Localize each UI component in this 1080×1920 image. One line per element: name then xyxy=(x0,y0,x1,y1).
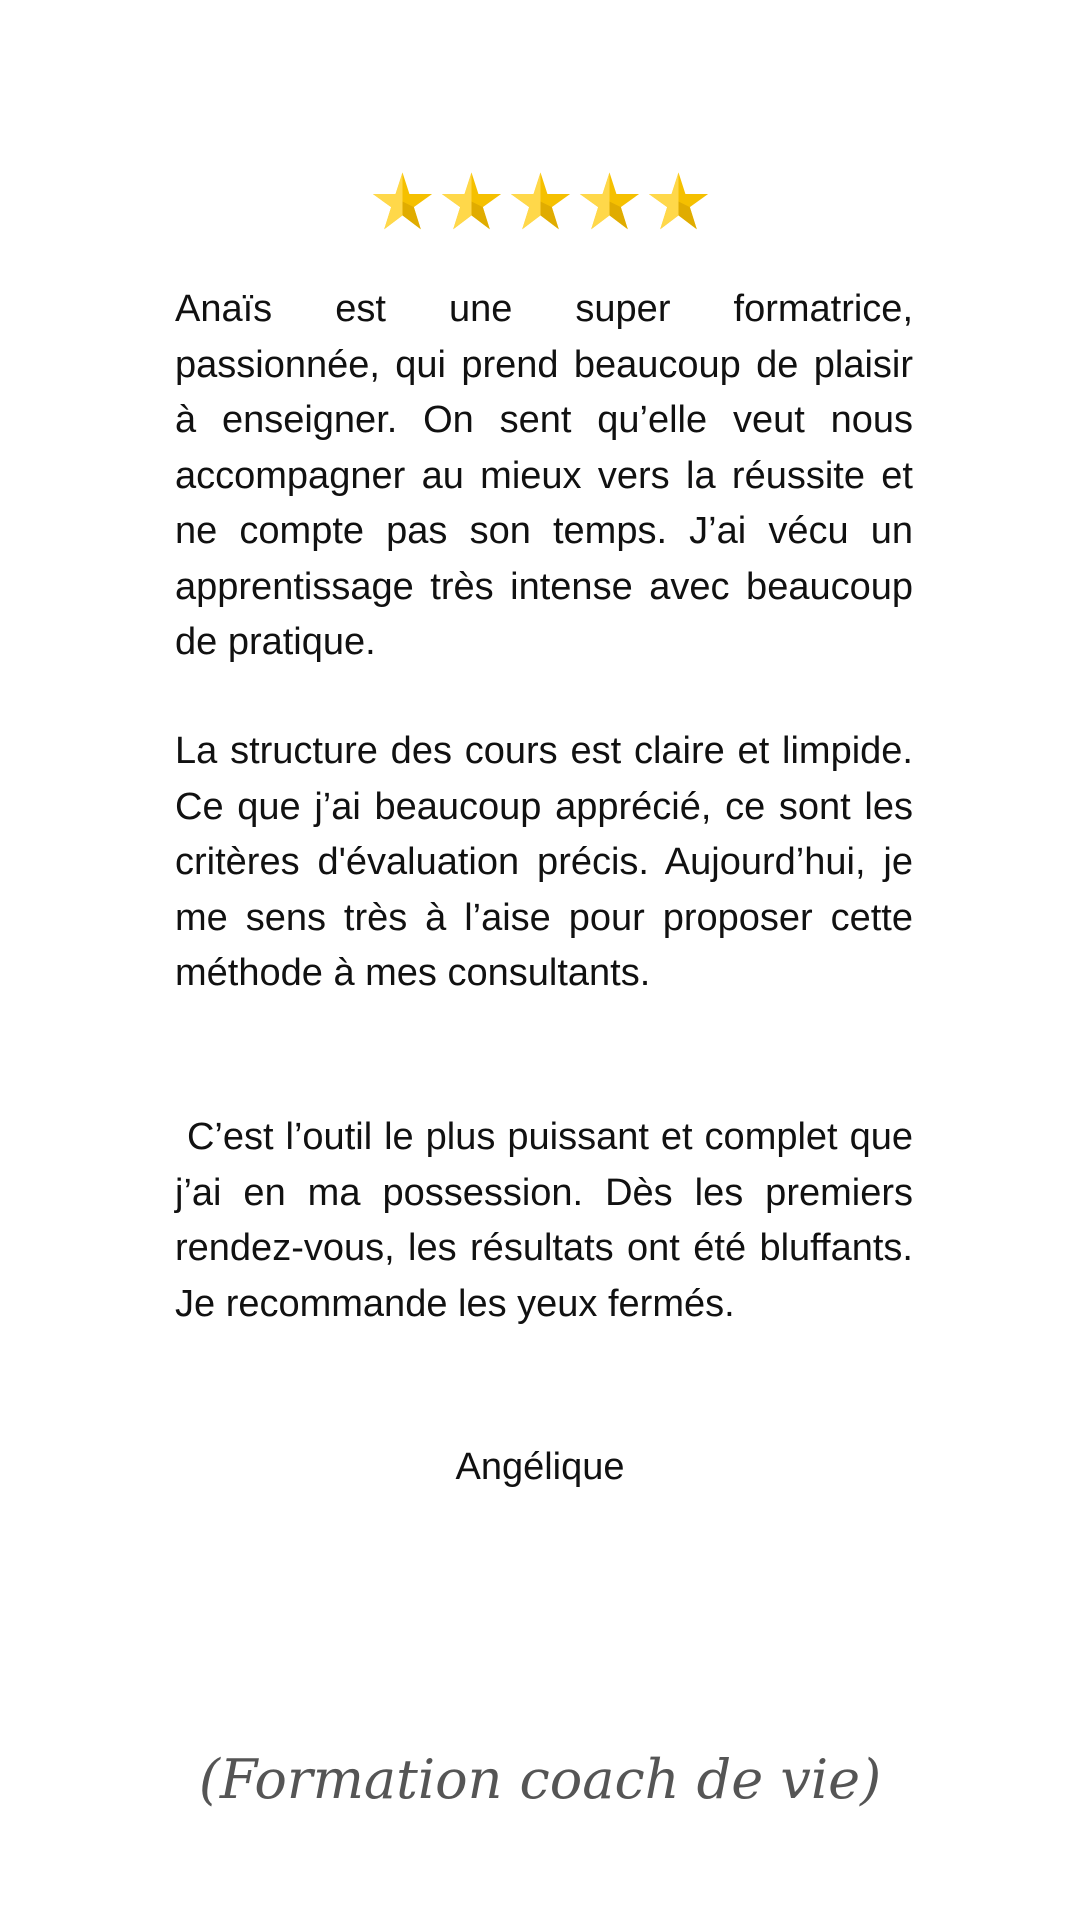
author-name: Angélique xyxy=(455,1446,625,1488)
star-icon xyxy=(647,170,710,233)
star-rating xyxy=(0,170,1080,240)
star-icon xyxy=(371,170,434,233)
testimonial-paragraph: C’est l’outil le plus puissant et complet que j’ai en ma possession. Dès les premiers rendez-vous, les résultats ont été bluffants. Je recommande les yeux fermés. xyxy=(175,1116,924,1325)
testimonial-paragraph: La structure des cours est claire et limpide. Ce que j’ai beaucoup apprécié, ce sont les critères d'évaluation précis. Aujourd’hui, je me sens très à l’aise pour proposer cette méthode à mes consultants. xyxy=(175,730,913,994)
star-icon xyxy=(509,170,572,233)
training-caption: (Formation coach de vie) xyxy=(198,1748,882,1811)
star-icon xyxy=(578,170,641,233)
testimonial-paragraph: Anaïs est une super formatrice, passionnée, qui prend beaucoup de plaisir à enseigner. On sent qu’elle veut nous accompagner au mieux vers la réussite et ne compte pas son temps. J’ai vécu un apprentissage très intense avec beaucoup de pratique. xyxy=(175,288,913,663)
star-icon xyxy=(440,170,503,233)
